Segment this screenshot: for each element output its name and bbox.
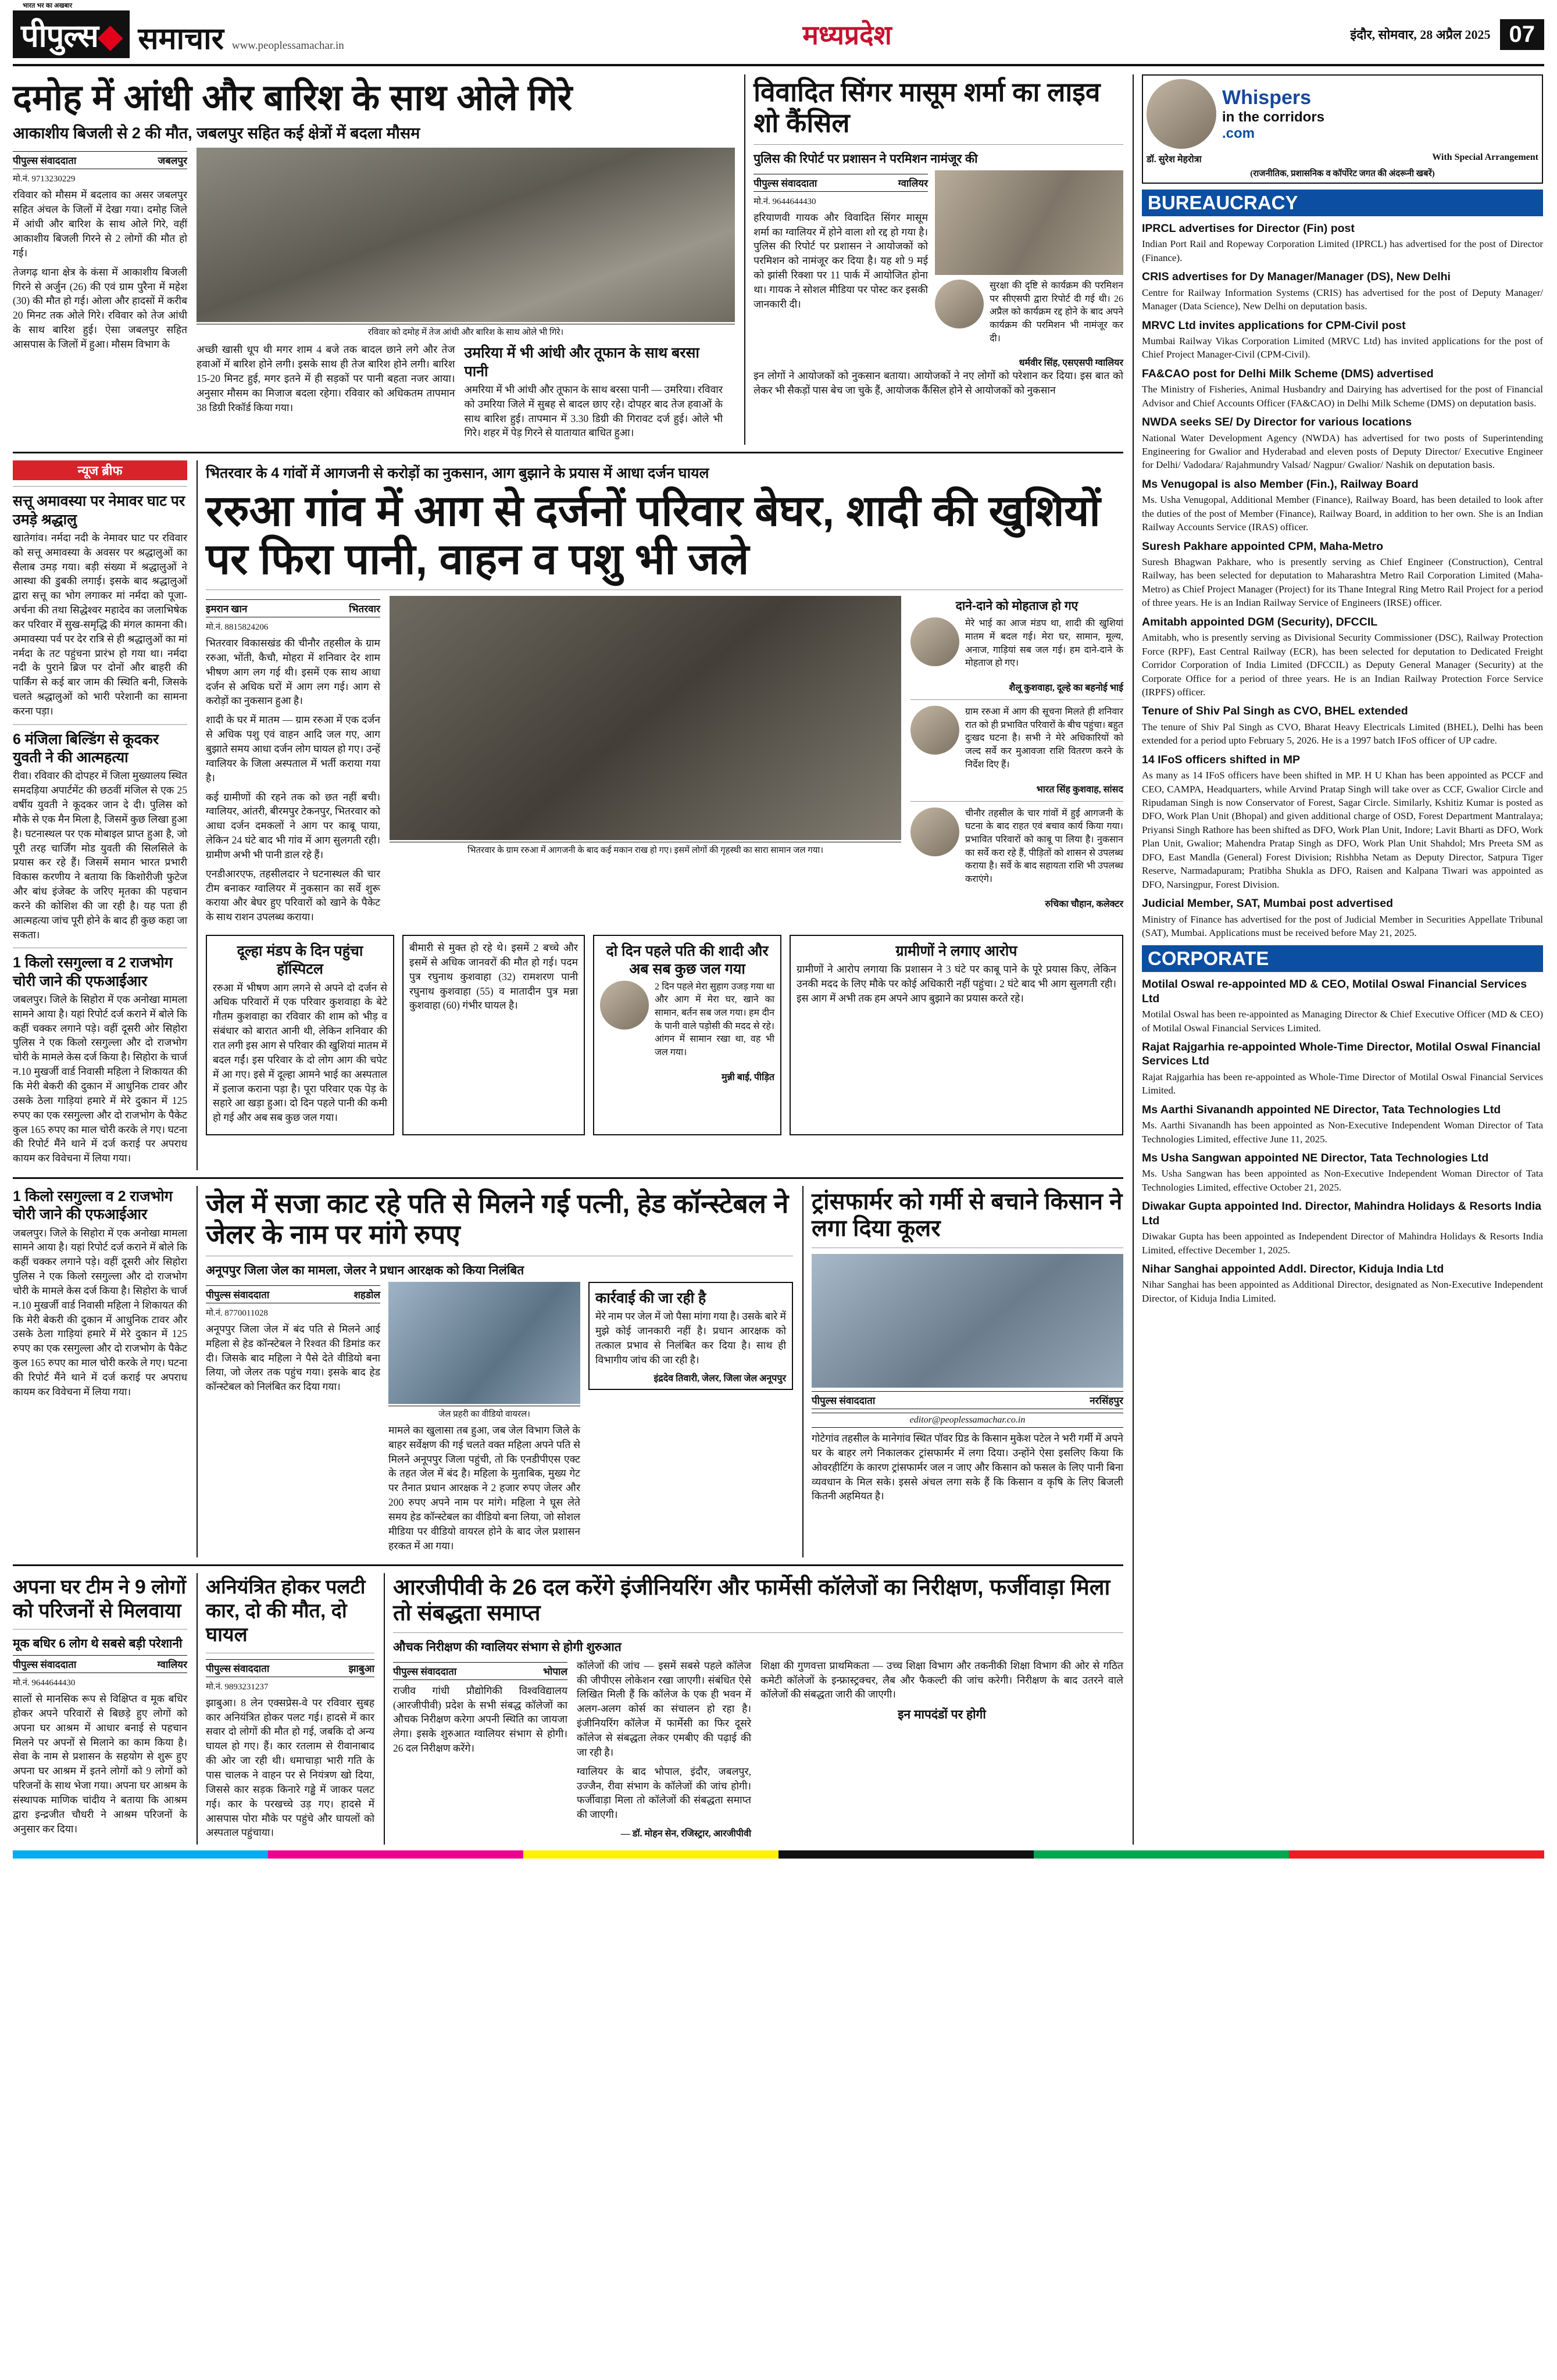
whispers-arrangement: With Special Arrangement — [1432, 152, 1538, 162]
masthead-section-title: मध्यप्रदेश — [802, 20, 892, 50]
corporate-item-body-3: Ms. Usha Sangwan has been appointed as Non-Executive Independent Woman Director of Tata Technologies Limited, effective October 21, 2025. — [1142, 1168, 1543, 1193]
logo-hindi-text: समाचार — [138, 22, 224, 56]
singer-byline-right: ग्वालियर — [898, 177, 929, 189]
fire-box-3-avatar — [600, 981, 649, 1030]
lead-photo-caption: रविवार को दमोह में तेज आंधी और बारिश के साथ ओले भी गिरे। — [197, 324, 735, 338]
jail-mobile: मो.नं. 8770011028 — [206, 1308, 268, 1318]
whispers-author: डॉ. सुरेश मेहरोत्रा — [1147, 155, 1202, 165]
article-singer — [744, 74, 1123, 445]
fire-side-q2: ग्राम ररुआ में आग की सूचना मिलते ही शनिवार रात को ही प्रभावित परिवारों के बीच पहुंचा। बहुत दुःखद घटना है। सभी ने मेरे अधिकारियों को जल्द सर्वे कर मुआवजा राशि वितरण करने के निर्देश दिए हैं। — [965, 706, 1123, 770]
news-brief — [13, 460, 187, 1170]
news-brief-item-head-2: 1 किलो रसगुल्ला व 2 राजभोग चोरी जाने की एफआईआर — [13, 955, 173, 989]
lead-text-4: अमरिया में भी आंधी और तूफान के साथ बरसा पानी — उमरिया। रविवार को उमरिया जिले में सुबह से बादल छाए रहे। दोपहर बाद तेज हवाओं के साथ बारिश हुई। तापमान में 3.30 डिग्री की गिरावट दर्ज हुई। ओले भी गिरे। शहर में पेड़ गिरने से यातायात बाधित हुआ। — [464, 383, 723, 439]
fire-side-q3: चीनौर तहसील के चार गांवों में हुई आगजनी के घटना के बाद राहत एवं बचाव कार्य किया गया। प्रभावित परिवारों को काबू पा लिया है। नुकसान का सर्वे करा रहे हैं, पीड़ितों को शासन से उपलब्ध कराया है। सर्वे के बाद सहायता राशि भी उपलब्ध कराएंगे। — [965, 808, 1123, 885]
news-brief-item-text-0: खातेगांव। नर्मदा नदी के नेमावर घाट पर रविवार को सत्तू अमावस्या के अवसर पर श्रद्धालुओं का सैलाब उमड़ गया। बड़ी संख्या में श्रद्धालुओं ने आस्था की डुबकी लगाई। इसके बाद श्रद्धालुओं द्वारा सत्तू का भोग लगाकर मां नर्मदा को पूजा-अर्चना की तथा सिद्धेश्वर महादेव का जलाभिषेक कर परिवार में सुख-समृद्धि की मंगल कामना की। अमावस्या पर्व पर देर रात्रि से ही श्रद्धालुओं का मां नर्मदा के तट पहुंचना प्रारंभ हो गया था। नर्मदा नदी के पुराने ब्रिज पर दोनों और बाहरी की पार्किंग से कई बार जाम की स्थिति बनी, जिसके चलते श्रद्धालुओं को भारी परेशानी का सामना करना पड़ा। — [13, 531, 187, 717]
news-brief-item-text-1: रीवा। रविवार की दोपहर में जिला मुख्यालय स्थित समदड़िया अपार्टमेंट की छठवीं मंजिल से एक 25 वर्षीय युवती ने कूदकर जान दे दी। पुलिस को मौके से एक मैन मिला है, जिसमें कुछ लिखा हुआ है। घटनास्थल पर एक मोबाइल प्राप्त हुआ है, जो पूरी तरह चार्जिंग मोड युवती की सिलसिले के प्रयास कर रहे हैं। जिसमें समान भारत प्रभारी विकास करणीय ने बताया कि किशोरीजी फुटेज और बांध इंजेक्ट के जरिए मृतका की पहचान करने की कोशिश की जा रही है। यह पता ही आत्महत्या जांच पूरी होने के बाद ही कुछ कहा जा सकता। — [13, 770, 187, 941]
jail-sign: इंद्रदेव तिवारी, जेलर, जिला जेल अनूपपुर — [653, 1374, 786, 1384]
bureaucracy-item-title-6: Suresh Pakhare appointed CPM, Maha-Metro — [1142, 539, 1383, 553]
whispers-masthead — [1142, 74, 1543, 184]
news-brief-item-head-0: सत्तू अमावस्या पर नेमावर घाट पर उमड़े श्रद्धालु — [13, 493, 185, 528]
masthead-date: इंदौर, सोमवार, 28 अप्रैल 2025 — [1350, 27, 1491, 42]
lead-subhead: आकाशीय बिजली से 2 की मौत, जबलपुर सहित कई क्षेत्रों में बदला मौसम — [13, 124, 420, 142]
rgpv-footer: इन मापदंडों पर होगी — [898, 1708, 986, 1722]
bureaucracy-item-body-10: Ministry of Finance has advertised for the post of Judicial Member in Securities Appellate Tribunal (SAT), Mumbai. Applications must be received before May 21, 2025. — [1142, 913, 1543, 938]
car-headline: अनियंत्रित होकर पलटी कार, दो की मौत, दो घायल — [206, 1576, 366, 1646]
singer-headline: विवादित सिंगर मासूम शर्मा का लाइव शो कैंसिल — [753, 77, 1101, 138]
transformer-byline-right: नरसिंहपुर — [1090, 1395, 1123, 1407]
section-bureaucracy: BUREAUCRACY — [1142, 190, 1543, 216]
deaf-byline-left: पीपुल्स संवाददाता — [13, 1659, 77, 1670]
fire-side-q1-sign: शैलू कुशवाहा, दूल्हे का बहनोई भाई — [1009, 682, 1123, 693]
section-corporate: CORPORATE — [1142, 945, 1543, 972]
bureaucracy-item-title-8: Tenure of Shiv Pal Singh as CVO, BHEL extended — [1142, 705, 1408, 718]
fire-photo — [390, 596, 901, 840]
fire-box-3-sign: मुन्नी बाई, पीड़ित — [721, 1072, 774, 1082]
jail-photo — [388, 1282, 580, 1404]
corporate-item-body-2: Ms. Aarthi Sivanandh has been appointed as Non-Executive Independent Woman Director of Tata Technologies Limited, effective June 11, 2025. — [1142, 1120, 1543, 1145]
fire-box-1-title: दूल्हा मंडप के दिन पहुंचा हॉस्पिटल — [237, 943, 363, 978]
fire-quote-avatar-1 — [910, 617, 959, 666]
corporate-item-title-3: Ms Usha Sangwan appointed NE Director, Tata Technologies Ltd — [1142, 1152, 1489, 1165]
page-body — [13, 74, 1544, 1845]
jail-text-1: अनूपपुर जिला जेल में बंद पति से मिलने आई महिला से हेड कॉन्स्टेबल ने रिश्वत की डिमांड कर दी। जिसके बाद महिला ने पैसे देते वीडियो बना लिया, जो जेलर तक पहुंच गया। इसके बाद हेड कॉन्स्टेबल को निलंबित कर दिया गया। — [206, 1323, 380, 1393]
bureaucracy-item-title-1: CRIS advertises for Dy Manager/Manager (DS), New Delhi — [1142, 270, 1451, 284]
bureaucracy-item-body-0: Indian Port Rail and Ropeway Corporation Limited (IPRCL) has advertised for the post of Director (Finance). — [1142, 238, 1543, 263]
fire-side-q2-sign: भारत सिंह कुशवाह, सांसद — [1036, 784, 1123, 795]
fire-kicker: भितरवार के 4 गांवों में आगजनी से करोड़ों का नुकसान, आग बुझाने के प्रयास में आधा दर्जन घायल — [206, 465, 709, 482]
news-brief-item-head-1: 6 मंजिला बिल्डिंग से कूदकर युवती ने की आत्महत्या — [13, 731, 159, 766]
bureaucracy-list — [1142, 221, 1543, 939]
fire-box-2-text: बीमारी से मुक्त हो रहे थे। इसमें 2 बच्चे और इसमें से अधिक जानवरों की मौत हो गई। पदम पुत्र रघुनाथ कुशवाहा (32) रामशरण पानी रघुनाथ कुशवाहा (55) व मातादीन पुत्र मन्ना कुशवाहा (60) गंभीर घायल है। — [409, 942, 578, 1012]
fire-side-q3-sign: रुचिका चौहान, कलेक्टर — [1045, 899, 1123, 909]
jail-headline: जेल में सजा काट रहे पति से मिलने गई पत्नी, हेड कॉन्स्टेबल ने जेलर के नाम पर मांगे रुपए — [206, 1188, 789, 1249]
whispers-column — [1133, 74, 1543, 1845]
fire-text-2: शादी के घर में मातम — ग्राम ररुआ में एक दर्जन से अधिक पशु एवं वाहन आदि जल गए, आग बुझाते समय आधा दर्जन लोग घायल हो गए। उन्हें ग्वालियर के जिला अस्पताल में भर्ती कराया गया है। — [206, 714, 380, 784]
singer-subhead: पुलिस की रिपोर्ट पर प्रशासन ने परमिशन नामंजूर की — [753, 152, 978, 166]
rgpv-text-2: कॉलेजों की जांच — इसमें सबसे पहले कॉलेज की जीपीएस लोकेशन रखा जाएगी। संबंधित ऐसे लिखित मिली हैं कि कॉलेज के एक ही भवन में अलग-अलग कोर्स का संचालन हो रहा है। इंजीनियरिंग कॉलेज में फार्मेसी का फिर दूसरे कॉलेज से संबद्धता लेकर एमबीए की पढ़ाई की जा रही है। — [577, 1659, 751, 1758]
lead-photo — [197, 148, 735, 322]
deaf-mobile: मो.नं. 9644644430 — [13, 1678, 76, 1688]
jail-action-text: मेरे नाम पर जेल में जो पैसा मांगा गया है। उसके बारे में मुझे कोई जानकारी नहीं है। प्रधान आरक्षक को तत्काल प्रभाव से निलंबित कर दिया है। साथ ही विभागीय जांच की जा रही है। — [595, 1310, 786, 1366]
whispers-tagline: (राजनीतिक, प्रशासनिक व कॉर्पोरेट जगत की अंदरूनी खबरें) — [1250, 169, 1435, 178]
car-byline-left: पीपुल्स संवाददाता — [206, 1663, 270, 1674]
car-byline — [206, 1659, 374, 1677]
deaf-byline-right: ग्वालियर — [157, 1659, 187, 1670]
page-number: 07 — [1500, 19, 1545, 50]
color-registration-strip — [13, 1850, 1544, 1859]
rgpv-text-3: ग्वालियर के बाद भोपाल, इंदौर, जबलपुर, उज्जैन, रीवा संभाग के कॉलेजों की जांच होगी। फर्जीवाड़ा मिला तो कॉलेजों की संबद्धता समाप्त की जाएगी। — [577, 1765, 751, 1821]
transformer-text-1: गोटेगांव तहसील के मानेगांव स्थित पॉवर ग्रिड के किसान मुकेश पटेल ने भरी गर्मी में अपने घर के बाहर लगे निकालकर ट्रांसफार्मर में लगा दिया। उन्होंने ऐसा इसलिए किया कि ओवरहीटिंग के कारण ट्रांसफार्मर जल न जाए और किसान को फसल के लिए पानी बिना व्यवधान के मिल सके। इससे अंचल लगा सके हैं कि किसान व कृषि के लिए बिजली कितनी अहमियत है। — [812, 1432, 1123, 1502]
bureaucracy-item-title-0: IPRCL advertises for Director (Fin) post — [1142, 222, 1355, 235]
bureaucracy-item-title-3: FA&CAO post for Delhi Milk Scheme (DMS) advertised — [1142, 367, 1434, 380]
corporate-item-body-1: Rajat Rajgarhia has been re-appointed as Whole-Time Director of Motilal Oswal Financial Services Limited. — [1142, 1071, 1543, 1096]
jail-byline-right: शहडोल — [353, 1289, 380, 1300]
article-fire — [13, 460, 1123, 1170]
article-car-accident — [197, 1573, 374, 1845]
car-text: झाबुआ। 8 लेन एक्सप्रेस-वे पर रविवार सुबह कार अनियंत्रित होकर पलट गई। हादसे में कार सवार दो लोगों की मौत हो गई, जबकि दो अन्य घायल हो गए। हैं। कार रतलाम से रीवानाबाद की ओर जा रही थी। धमाचाड़ा भारी गति के पास चालक ने वाहन पर से नियंत्रण खो दिया, जिससे कार सड़क किनारे गड्ढे में जाकर पलट गई। कार के परखच्चे उड़ गए। हादसे में आसपास पोरा मौके पर पहुंचे और घायलों को अस्पताल पहुंचाया। — [206, 1696, 374, 1839]
rgpv-byline — [393, 1662, 567, 1680]
corporate-item-body-4: Diwakar Gupta has been appointed as Independent Director of Mahindra Holidays & Resorts India Limited, effective December 1, 2025. — [1142, 1231, 1543, 1256]
logo-main-text: पीपुल्स — [21, 19, 98, 53]
bureaucracy-item-title-2: MRVC Ltd invites applications for CPM-Civil post — [1142, 319, 1406, 332]
lead-byline — [13, 151, 187, 169]
fire-text-4: एनडीआरएफ, तहसीलदार ने घटनास्थल की चार टीम बनाकर ग्वालियर में नुकसान का सर्वे शुरू कराया और बेघर हुए परिवारों को खाने के पैकेट के साथ राशन उपलब्ध कराया। — [206, 867, 380, 923]
fire-byline-left: इमरान खान — [206, 603, 248, 615]
lead-inset-head: उमरिया में भी आंधी और तूफान के साथ बरसा पानी — [464, 345, 699, 380]
jail-byline-left: पीपुल्स संवाददाता — [206, 1289, 270, 1300]
bureaucracy-item-body-2: Mumbai Railway Vikas Corporation Limited (MRVC Ltd) has invited applications for the post of Chief Project Manager-Civil (CPM-Civil). — [1142, 335, 1543, 360]
corporate-item-title-2: Ms Aarthi Sivanandh appointed NE Director, Tata Technologies Ltd — [1142, 1103, 1501, 1116]
fire-side-kicker: दाने-दाने को मोहताज हो गए — [955, 599, 1079, 613]
jail-action-box — [588, 1282, 793, 1391]
bureaucracy-item-title-9: 14 IFoS officers shifted in MP — [1142, 753, 1300, 766]
transformer-editor-line: editor@peoplessamachar.co.in — [812, 1413, 1123, 1428]
rgpv-byline-right: भोपाल — [543, 1666, 567, 1677]
lead-text-2: तेजगढ़ थाना क्षेत्र के कंसा में आकाशीय बिजली गिरने से अर्जुन (26) की एवं ग्राम पुरैना में महेश (30) की मौत हो गई। ओला और हादसों में करीब 20 मिनट तक ओले गिरे। रविवार को तेज आंधी के साथ बारिश हुई। ऐसा जबलपुर सहित आसपास के जिलों में हुआ। मौसम विभाग के — [13, 266, 187, 350]
deaf-text: सालों से मानसिक रूप से विक्षिप्त व मूक बधिर होकर अपने परिवारों से बिछड़े हुए लोगों को अपना घर आश्रम में आधार बनाई से पहचान मिलने पर अपनों से मिलाने का काम किया है। सेवा के नाम से प्रशासन के सहयोग से शुरू हुए अपना घर आश्रम में इतने लोगों को 9 लोगों को परिजनों के साथ भेजा गया। अपना घर आश्रम के संस्थापक माणिक चांदीय ने बताया कि आश्रम द्वारा इन्द्रजीत चौधरी ने आश्रम परिजनों के अनुसार कर दिया। — [13, 1693, 187, 1835]
deaf-subhead: मूक बधिर 6 लोग थे सबसे बड़ी परेशानी — [13, 1637, 183, 1650]
transformer-byline-left: पीपुल्स संवाददाता — [812, 1395, 876, 1407]
lead-headline: दमोह में आंधी और बारिश के साथ ओले गिरे — [13, 78, 573, 118]
fire-byline-right: भितरवार — [349, 603, 380, 615]
singer-photo — [935, 170, 1123, 275]
logo-tiny-text: भारत भर का अखबार — [21, 1, 74, 10]
bureaucracy-item-body-8: The tenure of Shiv Pal Singh as CVO, Bharat Heavy Electricals Limited (BHEL), Delhi has been extended for a period upto February 5, 2026. He is a 1997 batch IFoS officer of UP cadre. — [1142, 721, 1543, 746]
jail-action-title: कार्रवाई की जा रही है — [595, 1289, 706, 1306]
fire-box-1 — [206, 935, 394, 1135]
bureaucracy-item-body-5: Ms. Usha Venugopal, Additional Member (Finance), Railway Board, has been detailed to look after the duties of the post of Member (Finance), Railway Board, in addition to her own. She is an Indian Railway Accounts Service (IRAS) officer. — [1142, 494, 1543, 533]
transformer-headline: ट्रांसफार्मर को गर्मी से बचाने किसान ने लगा दिया कूलर — [812, 1189, 1123, 1242]
rgpv-text-4: शिक्षा की गुणवत्ता प्राथमिकता — उच्च शिक्षा विभाग और तकनीकी शिक्षा विभाग की ओर से गठित कमेटी कॉलेजों के इन्फ्रास्ट्रक्चर, लैब और फैकल्टी की जांच करेगी। निरीक्षण के बाद उतरने वाले कॉलेजों की संबद्धता जारी की जाएगी। — [760, 1659, 1123, 1700]
main-column — [13, 74, 1123, 1845]
fire-box-3-title: दो दिन पहले पति की शादी और अब सब कुछ जल गया — [606, 943, 769, 978]
singer-byline-left: पीपुल्स संवाददाता — [753, 177, 817, 189]
corporate-item-title-5: Nihar Sanghai appointed Addl. Director, Kiduja India Ltd — [1142, 1262, 1444, 1275]
masthead-url: www.peoplessamachar.in — [231, 40, 344, 52]
fire-byline — [206, 599, 380, 617]
bureaucracy-item-title-7: Amitabh appointed DGM (Security), DFCCIL — [1142, 615, 1378, 628]
article-jail — [197, 1186, 793, 1557]
fire-box-2 — [402, 935, 585, 1135]
news-brief-title: न्यूज ब्रीफ — [13, 460, 187, 480]
bureaucracy-item-title-10: Judicial Member, SAT, Mumbai post advertised — [1142, 897, 1393, 910]
news-brief-cont-head: 1 किलो रसगुल्ला व 2 राजभोग चोरी जाने की एफआईआर — [13, 1188, 173, 1223]
lead-text-3: अच्छी खासी धूप थी मगर शाम 4 बजे तक बादल छाने लगे और तेज हवाओं में बारिश होने लगी। इसके साथ ही तेज बारिश होने लगी। बारिश 15-20 मिनट हुई, मगर इतने में ही सड़कों पर पानी बहता नजर आया। अनुसार मौसम का मिजाज बदला रहेगा। रविवार को अधिकतम तापमान 38 डिग्री रिकॉर्ड किया गया। — [197, 344, 455, 413]
singer-text-3: इन लोगों ने आयोजकों को नुकसान बताया। आयोजकों ने नए लोगों को परेशान कर दिया। इस बात को लेकर भी सैकड़ों पास बेच जा चुके हैं, आयोजक कैंसिल होने से आयोजकों को नुकसान — [753, 370, 1123, 396]
bureaucracy-item-body-4: National Water Development Agency (NWDA) has advertised for two posts of Superintending Engineering for Gwalior and Hyderabad and eleven posts of Deputy Director/ Executive Engineer for Delhi/ Vadodara/ Rajahmundry Valsad/ Nagpur/ Gwalior/ Nashik on deputation basis. — [1142, 432, 1543, 471]
singer-text-2: सुरक्षा की दृष्टि से कार्यक्रम की परमिशन पर सीएसपी द्वारा रिपोर्ट दी गई थी। 26 अप्रैल को कार्यक्रम रद्द होने के बाद अपने कार्यक्रम की परमिशन भी नामंजूर कर दी। — [990, 280, 1123, 344]
jail-subhead: अनूपपुर जिला जेल का मामला, जेलर ने प्रधान आरक्षक को किया निलंबित — [206, 1263, 524, 1277]
fire-box-4-text: ग्रामीणों ने आरोप लगाया कि प्रशासन ने 3 घंटे पर काबू पाने के पूरे प्रयास किए, लेकिन उनकी मदद के लिए मौके पर कोई अधिकारी नहीं पहुंचा। 2 घंटे बाद भी आग सुलगती रही। इस आग में अभी तक हम अपने आप बुझाने का प्रयास करते रहे। — [797, 963, 1116, 1005]
car-mobile: मो.नं. 9893231237 — [206, 1682, 269, 1692]
bureaucracy-item-title-5: Ms Venugopal is also Member (Fin.), Railway Board — [1142, 477, 1419, 491]
rgpv-subhead: औचक निरीक्षण की ग्वालियर संभाग से होगी शुरुआत — [393, 1640, 622, 1654]
whispers-brand-3: .com — [1222, 125, 1255, 141]
fire-box-4-title: ग्रामीणों ने लगाए आरोप — [895, 943, 1017, 960]
car-byline-right: झाबुआ — [348, 1663, 374, 1674]
masthead — [13, 2, 1544, 66]
whispers-author-photo — [1147, 79, 1216, 149]
fire-photo-caption: भितरवार के ग्राम ररुआ में आगजनी के बाद कई मकान राख हो गए। इसमें लोगों की गृहस्थी का सारा सामान जल गया। — [390, 842, 901, 856]
deaf-headline: अपना घर टीम ने 9 लोगों को परिजनों से मिलवाया — [13, 1576, 187, 1623]
article-deaf — [13, 1573, 187, 1845]
corporate-item-title-4: Diwakar Gupta appointed Ind. Director, Mahindra Holidays & Resorts India Ltd — [1142, 1200, 1541, 1227]
fire-text-1: भितरवार विकासखंड की चीनौर तहसील के ग्राम ररुआ, भोंती, कैचौ, मोहरा में शनिवार देर शाम भीषण आग लग गई थी। इसमें एक साथ आधा दर्जन से अधिक घरों में आग लग गई। आग से करोड़ों का नुकसान हुआ है। — [206, 637, 380, 707]
rgpv-sign: — डॉ. मोहन सेन, रजिस्ट्रार, आरजीपीवी — [620, 1829, 751, 1839]
lead-byline-left: पीपुल्स संवाददाता — [13, 155, 77, 167]
rgpv-byline-left: पीपुल्स संवाददाता — [393, 1666, 457, 1677]
corporate-item-title-0: Motilal Oswal re-appointed MD & CEO, Motilal Oswal Financial Services Ltd — [1142, 978, 1527, 1005]
singer-quote-avatar — [935, 280, 984, 328]
singer-byline — [753, 174, 928, 192]
masthead-right — [1350, 19, 1544, 50]
news-brief-cont-text: जबलपुर। जिले के सिहोरा में एक अनोखा मामला सामने आया है। यहां रिपोर्ट दर्ज कराने में बोले कि कहीं चक्कर लगाने पड़े। वहीं दूसरी ओर सिहोरा पुलिस ने एक किलो रसगुल्ला और दो राजभोग चोरी के मामले केस दर्ज किया है। सिहोरा के चार्ज न.10 मुखर्जी वार्ड निवासी महिला ने शिकायत की कि मेरी बेकरी की दुकान में आधुनिक टावर और उसके ठेला गाड़ियां हमारे में मेरे दुकान में 125 रुपए का एक रसगुल्ला और दो राजभोग के पैकेट कुल 165 रुपए का माल चोरी करके ले गए। घटना की रिपोर्ट मैंने थाने में दर्ज कराई पर अपराध कायम कर विवेचना में लिया गया। — [13, 1227, 187, 1398]
lead-mobile: मो.नं. 9713230229 — [13, 174, 76, 184]
corporate-item-body-5: Nihar Sanghai has been appointed as Additional Director, designated as Non-Executive Independent Director, of Kiduja India Limited. — [1142, 1279, 1543, 1304]
lead-text-1: रविवार को मौसम में बदलाव का असर जबलपुर सहित अंचल के जिलों में देखा गया। दमोह जिले में आंधी और बारिश के साथ ओले गिरे, वहीं आकाशीय बिजली गिरने से 2 लोगों की मौत हो गई। — [13, 189, 187, 259]
fire-quote-avatar-2 — [910, 706, 959, 755]
deaf-byline — [13, 1655, 187, 1673]
masthead-logo — [13, 2, 344, 58]
news-brief-continued — [13, 1186, 187, 1557]
bureaucracy-item-title-4: NWDA seeks SE/ Dy Director for various locations — [1142, 416, 1412, 429]
fire-box-1-text: ररुआ में भीषण आग लगने से अपने दो दर्जन से अधिक परिवारों में एक परिवार कुशवाहा के बेटे गौतम कुशवाहा का रविवार की शाम को भीड़ व संबंधार को बारात आनी थी, लेकिन शनिवार की रात लगी इस आग से परिवार की खुशियां मातम में बदल गईं। इस परिवार के दो लोग आग की चपेट में आ गए। इसे में दूल्हा आमने भाई का अस्पताल में इलाज कराना पड़ा है। पूरा परिवार एक पेड़ के सहारे आ खड़ा हुआ। दो दिन पहले पानी की कमी हो गई और अब सब कुछ जल गया। — [213, 981, 387, 1124]
corporate-item-title-1: Rajat Rajgarhia re-appointed Whole-Time Director, Motilal Oswal Financial Services Ltd — [1142, 1041, 1541, 1068]
whispers-brand-1: Whispers — [1222, 86, 1312, 109]
transformer-photo — [812, 1254, 1123, 1388]
fire-box-3 — [593, 935, 781, 1135]
fire-mobile: मो.नं. 8815824206 — [206, 623, 269, 632]
transformer-byline — [812, 1391, 1123, 1409]
fire-side-q1: मेरे भाई का आज मंडप था, शादी की खुशियां मातम में बदल गई। मेरा घर, सामान, मूल्य, अनाज, गाड़ियां सब जल गई। हम दाने-दाने के मोहताज हो गए। — [965, 619, 1123, 669]
fire-box-4 — [790, 935, 1123, 1135]
jail-text-2: मामले का खुलासा तब हुआ, जब जेल विभाग जिले के बाहर सर्वेक्षण की गई चलते वक्त महिला अपने पति से मिलने अनूपपुर जिला पहुंची, तो कि एनडीपीएस एक्ट के तहत जेल में बंद है। महिला के मुताबिक, मुख्य गेट पर तैनात प्रधान आरक्षक ने 2 हजार रुपए जेलर और 200 रुपए अपने नाम पर मांगे। महिला ने घूस लेते समय हेड कॉन्स्टेबल का वीडियो बना लिया, जो सोशल मीडिया पर वीडियो वायरल होने के बाद जेल प्रशासन हरकत में आ गया। — [388, 1424, 580, 1552]
bureaucracy-item-body-1: Centre for Railway Information Systems (CRIS) has advertised for the post of Deputy Manager/ Manager (Data Science), New Delhi on deputation basis. — [1142, 287, 1543, 312]
article-lead — [13, 74, 735, 445]
jail-photo-caption: जेल प्रहरी का वीडियो वायरल। — [388, 1406, 580, 1420]
singer-sign: धर्मवीर सिंह, एसएसपी ग्वालियर — [1019, 358, 1123, 369]
bureaucracy-item-body-7: Amitabh, who is presently serving as Divisional Security Commissioner (DSC), Railway Protection Force (RPF), East Central Railway (ECR), has been selected for deputation to Dedicated Freight Corridor Corporation of India Limited (DFCCIL) as Deputy General Manager (Security) at the Corporate Office for a period of three years. He is an Indian Railway Protection Force Service (IRPFS) officer. — [1142, 632, 1543, 698]
bureaucracy-item-body-9: As many as 14 IFoS officers have been shifted in MP. H U Khan has been appointed as PCCF and CEO, CAMPA, Headquarters, while Arvind Pratap Singh will take over as CCF, Gwalior Circle and Ripudaman Singh is now Conservator of Forest, Sagar Circle. Similarly, Kshitiz Kumar is posted as DFO, Work Plan Unit (Bhopal) and given additional charge of OSD, Forest Department Mantralaya; Priyansi Singh Rathore has been shifted as DFO, Work Plan Unit, Indore; Lavit Bharti as DFO, Work Plan Unit, Gwalior; Mahendra Pratap Singh as DFO, Work Plan Unit Shahdol; Mrs Preeta SM as DFO, East Mandla (General) Forest Division; Rishbha Netam as Deputy Director, Satpura Tiger Reserve, Narmadapuram; Pratibha Shukla as DFO, Raisen and Kalpana Tiwari was appointed as DFO, Narsingpur, Forest Division. — [1142, 770, 1543, 890]
bureaucracy-item-body-3: The Ministry of Fisheries, Animal Husbandry and Dairying has advertised for the post of Financial Advisor and Chief Accounts Officer (FA&CAO) in Delhi Milk Scheme (DMS) on deputation basis. — [1142, 384, 1543, 409]
corporate-item-body-0: Motilal Oswal has been re-appointed as Managing Director & Chief Executive Officer (MD & CEO) of Motilal Oswal Financial Services Limited. — [1142, 1009, 1543, 1034]
fire-quote-avatar-3 — [910, 807, 959, 856]
logo-box: भारत भर का अखबार पीपुल्स◆ — [13, 10, 130, 58]
singer-mobile: मो.नं. 9644644430 — [753, 196, 816, 206]
whispers-brand-2: in the corridors — [1222, 109, 1325, 125]
news-brief-item-text-2: जबलपुर। जिले के सिहोरा में एक अनोखा मामला सामने आया है। यहां रिपोर्ट दर्ज कराने में बोले कि कहीं चक्कर लगाने पड़े। वहीं दूसरी ओर सिहोरा पुलिस ने एक किलो रसगुल्ला और दो राजभोग चोरी के मामले केस दर्ज किया है। सिहोरा के चार्ज न.10 मुखर्जी वार्ड निवासी महिला ने शिकायत की कि मेरी बेकरी की दुकान में आधुनिक टावर और उसके ठेला गाड़ियां हमारे में मेरे दुकान में 125 रुपए का एक रसगुल्ला और दो राजभोग के पैकेट कुल 165 रुपए का माल चोरी करके ले गए। घटना की रिपोर्ट मैंने थाने में दर्ज कराई पर अपराध कायम कर विवेचना में लिया गया। — [13, 993, 187, 1164]
rgpv-headline: आरजीपीवी के 26 दल करेंगे इंजीनियरिंग और फार्मेसी कॉलेजों का निरीक्षण, फर्जीवाड़ा मिला तो संबद्धता समाप्त — [393, 1575, 1110, 1626]
article-rgpv — [384, 1573, 1123, 1845]
fire-text-3: कई ग्रामीणों की रहने तक को छत नहीं बची। ग्वालियर, आंतरी, बीरमपुर टेकनपुर, भितरवार को आधा दर्जन दमकलों ने आग पर काबू पाया, लेकिन 24 घंटे बाद भी गांव में आग सुलगती रही। ग्रामीण अभी भी पानी डाल रहे हैं। — [206, 791, 380, 860]
fire-headline: ररुआ गांव में आग से दर्जनों परिवार बेघर, शादी की खुशियों पर फिरा पानी, वाहन व पशु भी जले — [206, 487, 1101, 584]
fire-box-3-text: 2 दिन पहले मेरा सुहाग उजड़ गया था और आग में मेरा घर, खाने का सामान, बर्तन सब जल गया। हम दीन के पानी वाले पड़ोसी की मदद से रहे। आंगन में सामान रखा था, वह भी जल गया। — [655, 981, 774, 1058]
lead-byline-right: जबलपुर — [158, 155, 187, 167]
article-transformer — [802, 1186, 1123, 1557]
fire-quote-side — [910, 596, 1123, 929]
singer-text-1: हरियाणवी गायक और विवादित सिंगर मासूम शर्मा का ग्वालियर में होने वाला शो रद्द हो गया है। पुलिस की रिपोर्ट पर प्रशासन ने आयोजकों को परमिशन को नामंजूर कर दिया है। यह शो 9 मई को झांसी रिक्शा पर 11 पार्क में आयोजित होना था। गायक ने सोशल मीडिया पर पोस्ट कर इसकी जानकारी दी। — [753, 211, 929, 310]
rgpv-text-1: राजीव गांधी प्रौद्योगिकी विश्वविद्यालय (आरजीपीवी) प्रदेश के सभी संबद्ध कॉलेजों का औचक निरीक्षण करेगा अपनी स्थिति का जायजा लेगा। इसके शुरुआत ग्वालियर संभाग से होगी। 26 दल निरीक्षण करेंगे। — [393, 1684, 567, 1754]
jail-byline — [206, 1285, 380, 1303]
bureaucracy-item-body-6: Suresh Bhagwan Pakhare, who is presently serving as Chief Engineer (Construction), Central Railway, has been selected for deputation to Maharashtra Metro Rail Corporation Limited (Maha-Metro) as Chief Project Manager (Project) for its Thane Integral Ring Metro Rail Project for a period of three years. He is an Indian Railway Service of Engineers (IRSE) officer. — [1142, 556, 1543, 609]
corporate-list — [1142, 977, 1543, 1305]
